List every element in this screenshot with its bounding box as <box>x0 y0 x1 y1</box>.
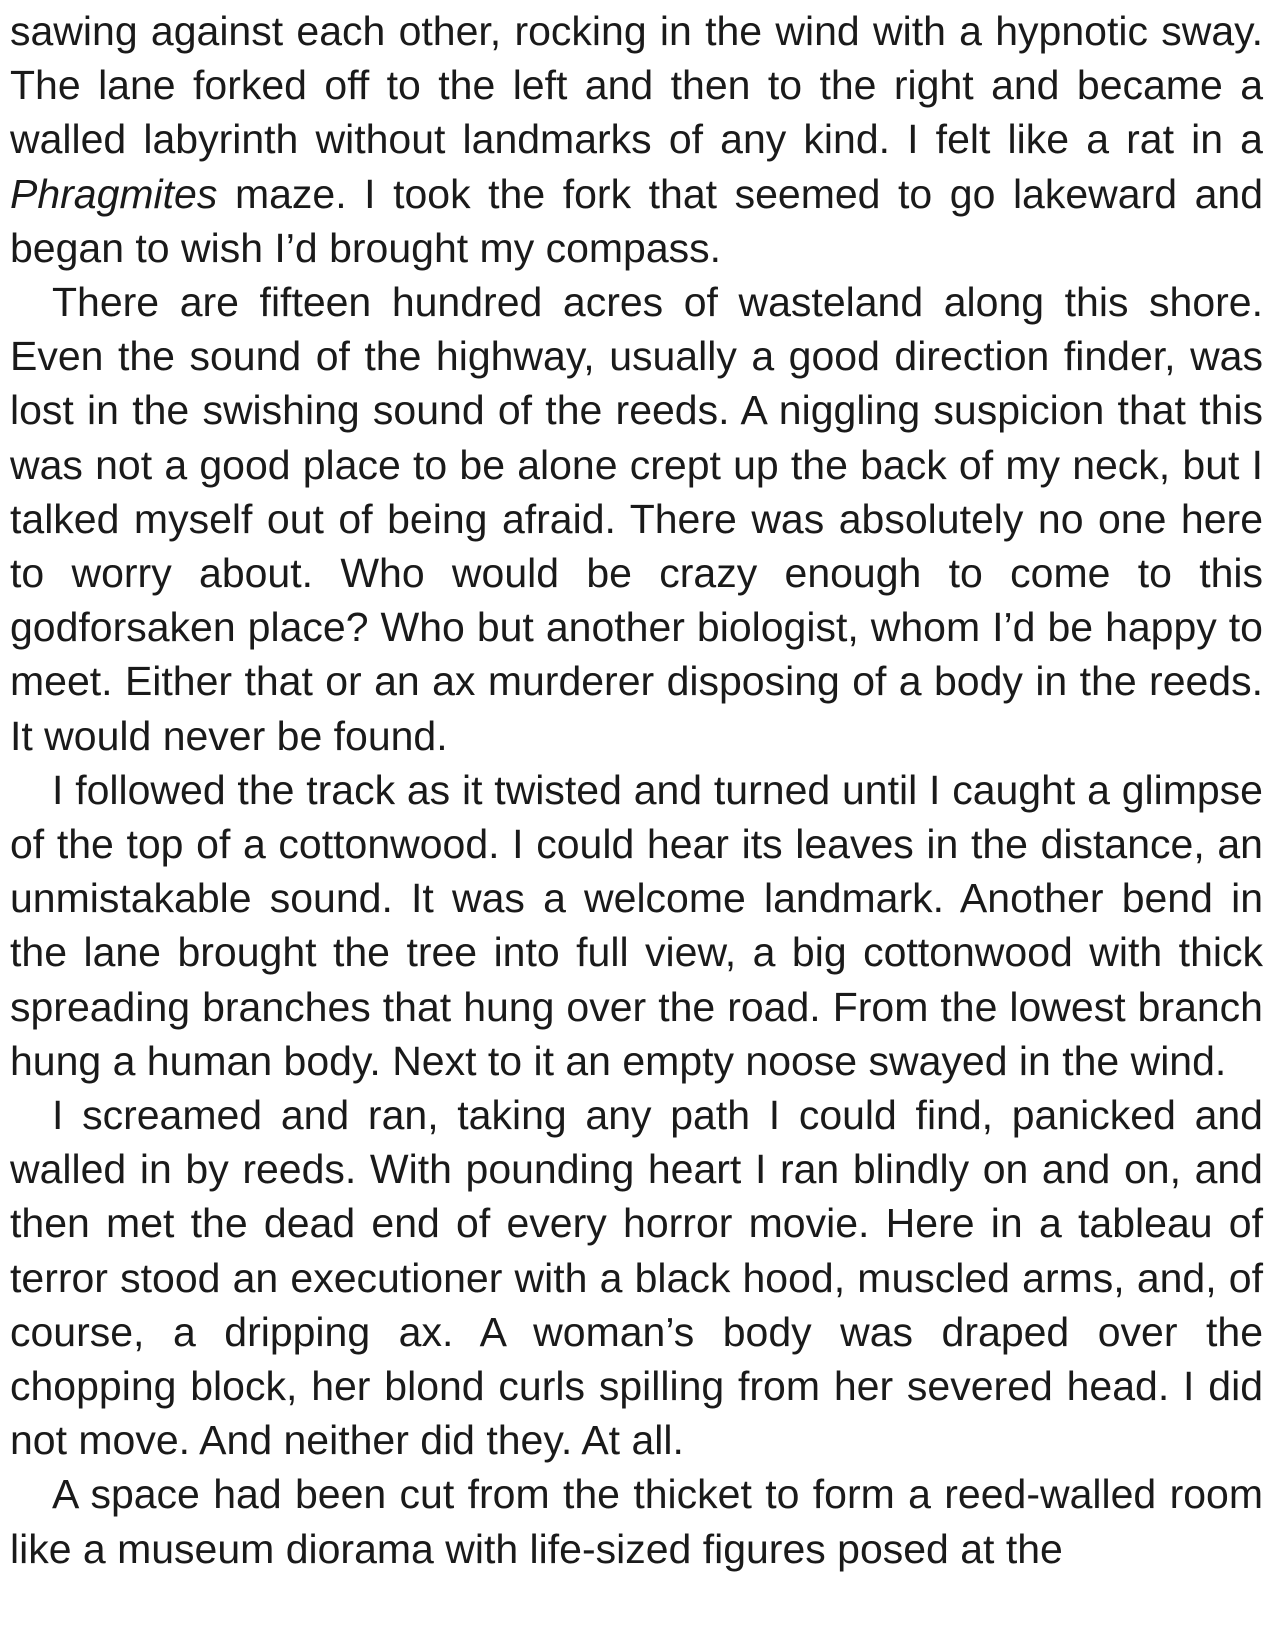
paragraph-text: sawing against each other, rocking in the wind with a hypnotic sway. The lane forked off to the left and then to the right and became a walled labyrinth without landmarks of any kind. I felt like a rat in a <box>10 8 1263 163</box>
italic-species-name: Phragmites <box>10 170 218 217</box>
paragraph: I screamed and ran, taking any path I could find, panicked and walled in by reeds. With pounding heart I ran blindly on and on, and then met the dead end of every horror movie. Here in a tableau of terror stood an executioner with a black hood, muscled arms, and, of course, a dripping ax. A woman’s body was draped over the chopping block, her blond curls spilling from her severed head. I did not move. And neither did they. At all. <box>10 1092 1263 1464</box>
paragraph: A space had been cut from the thicket to form a reed-walled room like a museum diorama with life-sized figures posed at the <box>10 1471 1263 1572</box>
paragraph: There are fifteen hundred acres of wasteland along this shore. Even the sound of the highway, usually a good direction finder, was lost in the swishing sound of the reeds. A niggling suspicion that this was not a good place to be alone crept up the back of my neck, but I talked myself out of being afraid. There was absolutely no one here to worry about. Who would be crazy enough to come to this godforsaken place? Who but another biologist, whom I’d be happy to meet. Either that or an ax murderer disposing of a body in the reeds. It would never be found. <box>10 279 1263 759</box>
paragraph-text: maze. I took the fork that seemed to go lakeward and began to wish I’d brought my compass. <box>10 170 1263 271</box>
paragraph-continued <box>10 4 1263 275</box>
book-page <box>10 4 1263 1576</box>
paragraph: I followed the track as it twisted and turned until I caught a glimpse of the top of a cottonwood. I could hear its leaves in the distance, an unmistakable sound. It was a welcome landmark. Another bend in the lane brought the tree into full view, a big cottonwood with thick spreading branches that hung over the road. From the lowest branch hung a human body. Next to it an empty noose swayed in the wind. <box>10 766 1263 1084</box>
